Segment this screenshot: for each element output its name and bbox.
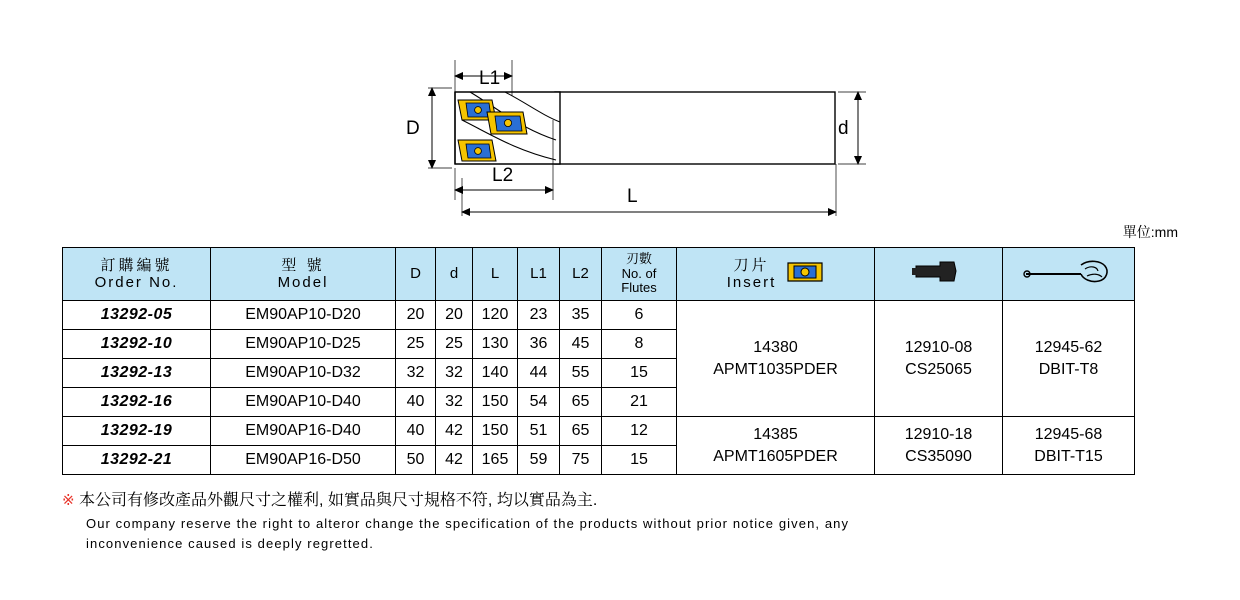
cell-order-no: 13292-19 (63, 417, 211, 446)
cell-l2: 75 (560, 446, 602, 475)
cell-d-big: 50 (396, 446, 436, 475)
header-model-en: Model (277, 274, 329, 291)
cell-l1: 54 (518, 388, 560, 417)
cell-model: EM90AP10-D20 (211, 301, 396, 330)
table-row (63, 417, 1135, 446)
cell-model: EM90AP10-D40 (211, 388, 396, 417)
cell-l2: 55 (560, 359, 602, 388)
dim-label-l: L (627, 186, 638, 207)
insert-code: 14385 (753, 425, 798, 443)
cell-l1: 44 (518, 359, 560, 388)
cell-model: EM90AP16-D40 (211, 417, 396, 446)
wrench-name: CS35090 (905, 447, 972, 465)
cell-model: EM90AP10-D25 (211, 330, 396, 359)
dim-label-d-small: d (838, 118, 849, 139)
cell-d-big: 40 (396, 417, 436, 446)
dim-label-l2: L2 (492, 165, 514, 186)
cell-l2: 65 (560, 417, 602, 446)
cell-insert-group-2 (677, 417, 875, 475)
cell-d-small: 25 (436, 330, 473, 359)
cell-l: 130 (473, 330, 518, 359)
header-insert-cn: 刀片 (733, 256, 770, 274)
cell-insert-group-1 (677, 301, 875, 417)
cell-flutes: 8 (602, 330, 677, 359)
cell-d-small: 20 (436, 301, 473, 330)
insert-code: 14380 (753, 338, 798, 356)
header-order-no (63, 248, 211, 301)
insert-icon (786, 259, 824, 289)
specification-table (62, 247, 1135, 475)
header-insert-en: Insert (726, 274, 777, 291)
dim-label-l1: L1 (479, 68, 501, 89)
screw-code: 12945-68 (1034, 425, 1103, 443)
cell-model: EM90AP16-D50 (211, 446, 396, 475)
cell-l: 120 (473, 301, 518, 330)
cell-flutes: 6 (602, 301, 677, 330)
note-star-icon: ※ (62, 492, 75, 509)
cell-flutes: 21 (602, 388, 677, 417)
cell-l: 165 (473, 446, 518, 475)
table-body (63, 301, 1135, 475)
cell-d-big: 20 (396, 301, 436, 330)
cell-screwdriver-group-2 (1003, 417, 1135, 475)
cell-order-no: 13292-13 (63, 359, 211, 388)
cell-l: 150 (473, 388, 518, 417)
header-order-no-cn: 訂購編號 (100, 256, 173, 274)
footnotes (62, 487, 1182, 553)
cell-l1: 59 (518, 446, 560, 475)
cell-flutes: 15 (602, 359, 677, 388)
technical-drawing (0, 0, 1240, 238)
footnote-en-line-2: inconvenience caused is deeply regretted. (86, 535, 374, 551)
footnote-cn-line (62, 487, 1182, 510)
cell-d-small: 32 (436, 359, 473, 388)
header-screwdriver (1003, 248, 1135, 301)
cell-d-small: 42 (436, 446, 473, 475)
footnote-en-line-1: Our company reserve the right to alteror change the specification of the products without prior notice given, any (86, 516, 850, 531)
torx-key-icon (1023, 259, 1115, 289)
cell-l2: 65 (560, 388, 602, 417)
cell-l: 140 (473, 359, 518, 388)
header-flutes-en-2: Flutes (621, 280, 657, 296)
header-insert (677, 248, 875, 301)
header-d-big: D (396, 248, 436, 301)
header-flutes (602, 248, 677, 301)
cell-l2: 35 (560, 301, 602, 330)
cell-l1: 23 (518, 301, 560, 330)
cell-order-no: 13292-10 (63, 330, 211, 359)
cell-model: EM90AP10-D32 (211, 359, 396, 388)
unit-note: 單位:mm (1122, 224, 1178, 240)
wrench-name: CS25065 (905, 360, 972, 378)
wrench-code: 12910-18 (904, 425, 973, 443)
header-l1: L1 (518, 248, 560, 301)
wrench-code: 12910-08 (904, 338, 973, 356)
header-order-no-en: Order No. (94, 274, 179, 291)
cell-l: 150 (473, 417, 518, 446)
cell-screwdriver-group-1 (1003, 301, 1135, 417)
cell-flutes: 15 (602, 446, 677, 475)
footnote-cn-text: 本公司有修改產品外觀尺寸之權利, 如實品與尺寸規格不符, 均以實品為主. (79, 492, 598, 509)
tool-holder-icon (910, 257, 968, 291)
cell-l1: 36 (518, 330, 560, 359)
insert-name: APMT1035PDER (713, 360, 838, 378)
cell-order-no: 13292-21 (63, 446, 211, 475)
cell-d-big: 32 (396, 359, 436, 388)
cell-d-small: 42 (436, 417, 473, 446)
cell-order-no: 13292-16 (63, 388, 211, 417)
cell-l1: 51 (518, 417, 560, 446)
header-l2: L2 (560, 248, 602, 301)
dim-label-d-big: D (406, 118, 420, 139)
table-header-row (63, 248, 1135, 301)
cell-order-no: 13292-05 (63, 301, 211, 330)
header-wrench (875, 248, 1003, 301)
header-model-cn: 型 號 (281, 256, 325, 274)
header-flutes-cn: 刃數 (625, 251, 652, 267)
cell-d-big: 25 (396, 330, 436, 359)
cell-d-small: 32 (436, 388, 473, 417)
cell-flutes: 12 (602, 417, 677, 446)
table-row (63, 301, 1135, 330)
header-model (211, 248, 396, 301)
cell-wrench-group-2 (875, 417, 1003, 475)
cell-wrench-group-1 (875, 301, 1003, 417)
insert-name: APMT1605PDER (713, 447, 838, 465)
header-flutes-en-1: No. of (621, 265, 657, 281)
screw-code: 12945-62 (1034, 338, 1103, 356)
tool-drawing-svg (0, 0, 1240, 238)
cell-l2: 45 (560, 330, 602, 359)
screw-name: DBIT-T8 (1038, 360, 1099, 378)
cell-d-big: 40 (396, 388, 436, 417)
screw-name: DBIT-T15 (1034, 447, 1103, 465)
header-l: L (473, 248, 518, 301)
header-d-small: d (436, 248, 473, 301)
